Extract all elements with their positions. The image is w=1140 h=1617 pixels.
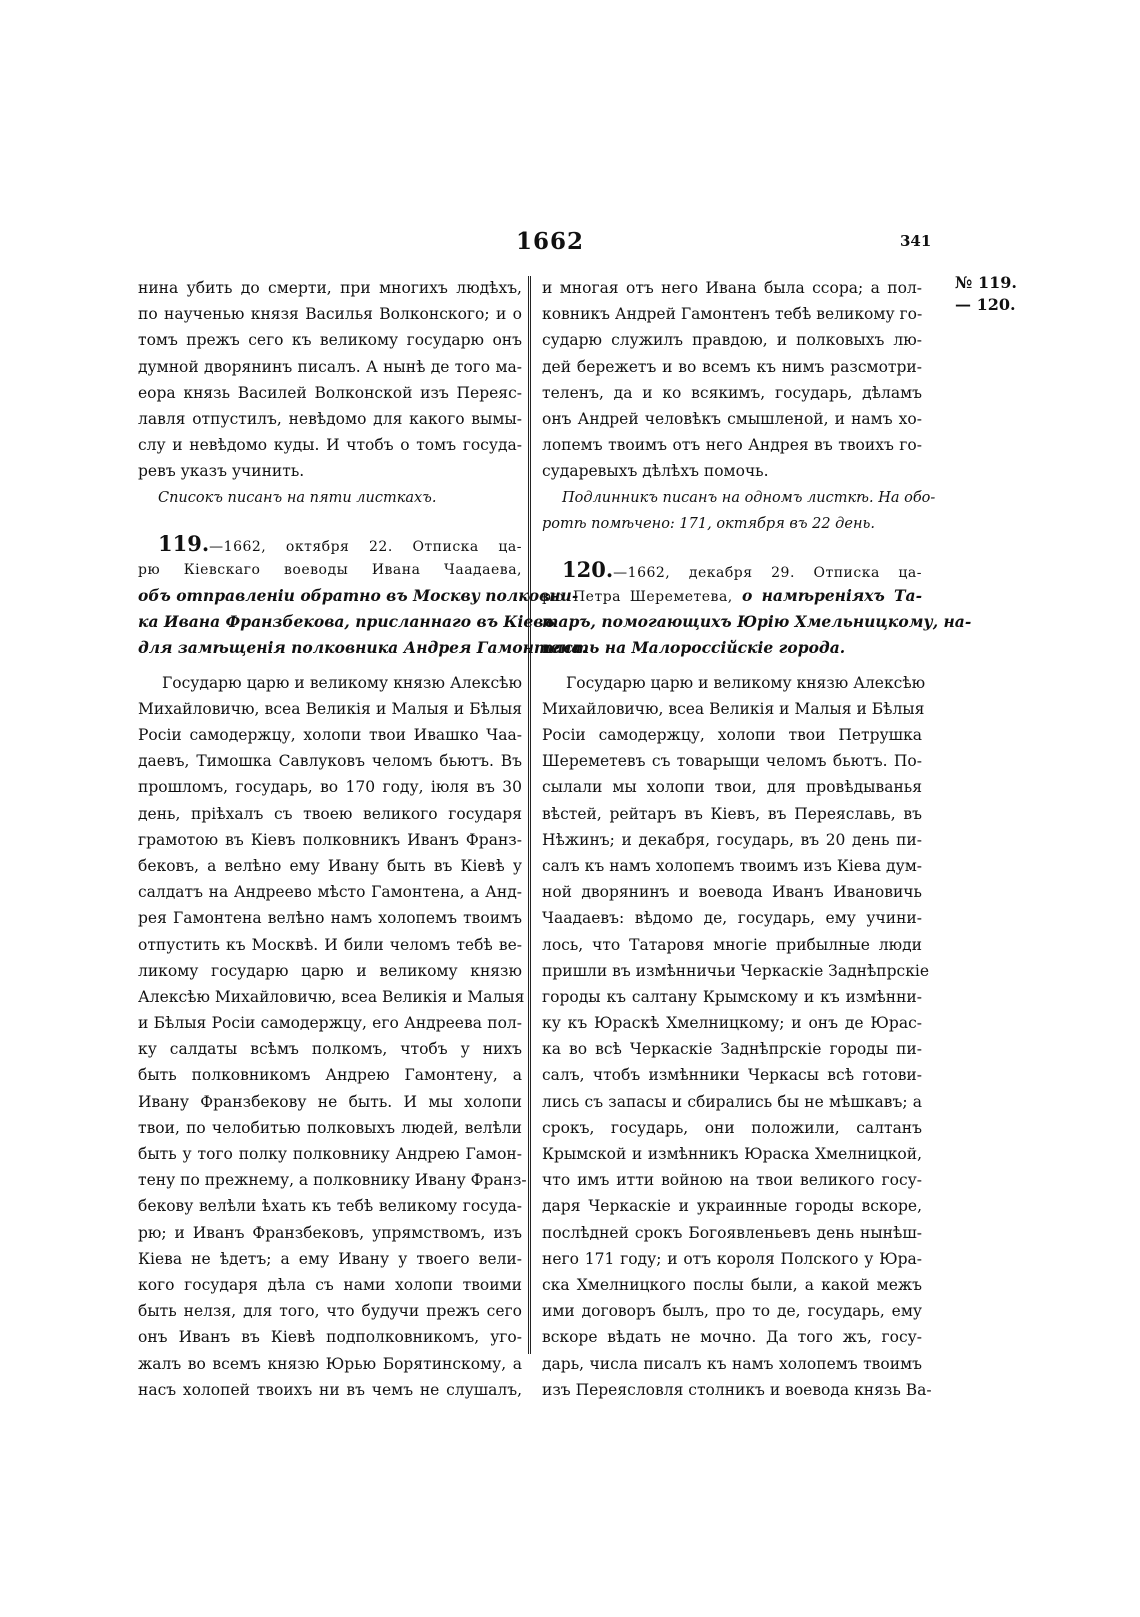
body-line: послѣдней срокъ Богоявленьевъ день нынѣш- <box>542 1223 922 1242</box>
body-line: тену по прежнему, а полковнику Ивану Франз- <box>138 1171 527 1190</box>
body-line: Крымской и измѣнникъ Юраска Хмелницкой, <box>542 1145 922 1163</box>
body-line: Алексѣю Михайловичю, всеа Великія и Малыя <box>138 987 525 1006</box>
body-line: ими договоръ былъ, про то де, государь, ему <box>542 1302 922 1321</box>
text-line: думной дворянинъ писалъ. А нынѣ де того ма- <box>138 357 522 376</box>
body-line: Михайловичю, всеа Великія и Малыя и Бѣлыя <box>542 699 925 718</box>
page-year-header: 1662 <box>515 228 584 255</box>
doc-119-summary: для замѣщенія полковника Андрея Гамонтена. <box>138 638 587 658</box>
body-line: рея Гамонтена велѣно намъ холопемъ твоимъ <box>138 909 522 928</box>
text-line: еора князь Василей Волконской изъ Переяс- <box>138 383 522 402</box>
body-line: прошломъ, государь, во 170 году, іюля въ 30 <box>138 778 522 797</box>
doc-120-heading-italic: о намѣреніяхъ Та- <box>732 586 922 606</box>
text-line: дей бережетъ и во всемъ къ нимъ разсмотри- <box>542 357 922 376</box>
doc-119-number: 119. <box>158 530 210 556</box>
body-line: Государю царю и великому князю Алексѣю <box>566 673 926 692</box>
body-line: рю; и Иванъ Франзбековъ, упрямствомъ, изъ <box>138 1223 522 1242</box>
text-line: нина убить до смерти, при многихъ людѣхъ, <box>138 279 522 297</box>
body-line: быть у того полку полковнику Андрею Гамон- <box>138 1145 522 1163</box>
body-line: срокъ, государь, они положили, салтанъ <box>542 1118 922 1137</box>
doc-120-heading <box>542 557 922 583</box>
source-note: Подлинникъ писанъ на одномъ листкѣ. На обо- <box>562 489 936 506</box>
body-line: сылали мы холопи твои, для провѣдыванья <box>542 778 922 797</box>
body-line: Росіи самодержцу, холопи твои Ивашко Чаа- <box>138 726 522 744</box>
doc-119-heading <box>138 531 522 557</box>
body-line: Росіи самодержцу, холопи твои Петрушка <box>542 726 922 744</box>
body-line: него 171 году; и отъ короля Полского у Юра- <box>542 1249 922 1268</box>
document-number-margin <box>955 272 1017 316</box>
body-line: кого государя дѣла съ нами холопи твоими <box>138 1275 522 1294</box>
body-line: дарь, числа писалъ къ намъ холопемъ твоимъ <box>542 1354 922 1373</box>
body-line: лись съ запасы и сбирались бы не мѣшкавъ; а <box>542 1092 922 1111</box>
doc-120-number: 120. <box>562 556 614 582</box>
text-line: по наученью князя Василья Волконского; и о <box>138 305 522 324</box>
body-line: пришли въ измѣнничьи Черкаскіе Заднѣпрскіе <box>542 961 930 980</box>
body-line: твои, по челобитью полковыхъ людей, велѣли <box>138 1118 522 1137</box>
source-note: ротѣ помѣчено: 171, октября въ 22 день. <box>542 515 875 532</box>
body-line: и Бѣлыя Росіи самодержцу, его Андреева пол- <box>138 1014 522 1033</box>
text-line: теленъ, да и ко всякимъ, государь, дѣламъ <box>542 383 922 402</box>
page-number: 341 <box>900 232 932 250</box>
text-line: лопемъ твоимъ отъ него Андрея въ твоихъ го- <box>542 436 922 455</box>
left-column <box>138 275 587 1403</box>
body-line: Нѣжинъ; и декабря, государь, въ 20 день пи- <box>542 830 922 849</box>
body-line: Кіева не ѣдетъ; а ему Ивану у твоего вели- <box>138 1249 522 1268</box>
doc-120-heading-text: —1662, декабря 29. Отписка ца- <box>613 564 922 581</box>
body-line: насъ холопей твоихъ ни въ чемъ не слушалъ, <box>138 1380 522 1399</box>
body-line: жалъ во всемъ князю Юрью Борятинскому, а <box>138 1354 522 1373</box>
body-line: отпустить къ Москвѣ. И били челомъ тебѣ ве- <box>138 935 522 954</box>
spacer <box>138 511 522 531</box>
body-line: изъ Переясловля столникъ и воевода князь Ва- <box>542 1380 932 1399</box>
text-line: и многая отъ него Ивана была ссора; а пол- <box>542 279 922 297</box>
text-line: онъ Андрей человѣкъ смышленой, и намъ хо- <box>542 409 922 428</box>
source-note: Списокъ писанъ на пяти листкахъ. <box>158 489 437 506</box>
body-line: лось, что Татаровя многіе прибылные люди <box>542 935 922 954</box>
body-line: даря Черкаскіе и украинные городы вскоре, <box>542 1197 922 1216</box>
body-line: Чаадаевъ: вѣдомо де, государь, ему учини- <box>542 909 922 928</box>
body-line: быть нелзя, для того, что будучи прежъ сего <box>138 1302 522 1321</box>
doc-119-summary: объ отправленіи обратно въ Москву полковни- <box>138 586 579 606</box>
text-line: сударю служилъ правдою, и полковыхъ лю- <box>542 331 922 350</box>
body-line: день, пріѣхалъ съ твоею великого государя <box>138 804 522 823</box>
body-line: Шереметевъ съ товарыщи челомъ бьютъ. По- <box>542 752 922 771</box>
body-line: быть полковникомъ Андрею Гамонтену, а <box>138 1066 522 1085</box>
doc-ref-line: № 119. <box>955 273 1017 292</box>
body-line: салдатъ на Андреево мѣсто Гамонтена, а Анд- <box>138 883 522 902</box>
body-line: онъ Иванъ въ Кіевѣ подполковникомъ, уго- <box>138 1328 522 1347</box>
body-line: салъ къ намъ холопемъ твоимъ изъ Кіева дум- <box>542 856 922 875</box>
doc-ref-line: — 120. <box>955 295 1016 314</box>
text-line: ревъ указъ учинить. <box>138 462 305 481</box>
column-divider <box>528 276 531 1354</box>
text-line: лавля отпустилъ, невѣдомо для какого вымы- <box>138 409 522 428</box>
body-line: грамотою въ Кіевъ полковникъ Иванъ Франз- <box>138 830 522 849</box>
body-line: ликому государю царю и великому князю <box>138 961 522 980</box>
text-line: томъ прежъ сего къ великому государю онъ <box>138 331 522 350</box>
text-line: слу и невѣдомо куды. И чтобъ о томъ госуда- <box>138 436 522 455</box>
body-line: ска Хмелницкого послы были, а какой межъ <box>542 1275 922 1294</box>
doc-120-heading-plain: рю Петра Шереметева, <box>542 589 733 606</box>
text-line: ковникъ Андрей Гамонтенъ тебѣ великому го- <box>542 305 923 324</box>
body-line: даевъ, Тимошка Савлуковъ челомъ бьютъ. Въ <box>138 752 522 771</box>
spacer <box>542 537 922 557</box>
body-line: вѣстей, рейтаръ въ Кіевъ, въ Переяславь, въ <box>542 804 922 823</box>
doc-120-summary: пасть на Малороссійскіе города. <box>542 638 846 658</box>
right-column <box>542 275 972 1403</box>
body-line: бекову велѣли ѣхать къ тебѣ великому госуда- <box>138 1197 522 1216</box>
body-line: ка во всѣ Черкаскіе Заднѣпрскіе городы пи- <box>542 1040 922 1059</box>
body-line: салъ, чтобъ измѣнники Черкасы всѣ готови- <box>542 1066 922 1085</box>
doc-119-heading-line: рю Кіевскаго воеводы Ивана Чаадаева, <box>138 561 522 578</box>
body-line: бековъ, а велѣно ему Ивану быть въ Кіевѣ у <box>138 856 522 875</box>
body-line: городы къ салтану Крымскому и къ измѣнни- <box>542 987 922 1006</box>
body-line: ной дворянинъ и воевода Иванъ Ивановичь <box>542 883 922 902</box>
doc-120-heading-line <box>542 583 922 609</box>
body-line: Михайловичю, всеа Великія и Малыя и Бѣлыя <box>138 699 522 718</box>
body-line: Ивану Франзбекову не быть. И мы холопи <box>138 1092 522 1111</box>
spacer <box>542 662 922 670</box>
doc-119-summary: ка Ивана Франзбекова, присланнаго въ Кіевъ <box>138 612 555 632</box>
text-line: сударевыхъ дѣлѣхъ помочь. <box>542 462 769 481</box>
body-line: Государю царю и великому князю Алексѣю <box>162 673 522 692</box>
spacer <box>138 662 522 670</box>
body-line: вскоре вѣдать не мочно. Да того жъ, госу- <box>542 1328 922 1347</box>
body-line: ку салдаты всѣмъ полкомъ, чтобъ у нихъ <box>138 1040 522 1059</box>
body-line: ку къ Юраскѣ Хмелницкому; и онъ де Юрас- <box>542 1014 922 1033</box>
doc-120-summary: таръ, помогающихъ Юрію Хмельницкому, на- <box>542 612 972 632</box>
body-line: что имъ итти войною на твои великого госу- <box>542 1171 922 1190</box>
doc-119-heading-text: —1662, октября 22. Отписка ца- <box>209 538 522 555</box>
